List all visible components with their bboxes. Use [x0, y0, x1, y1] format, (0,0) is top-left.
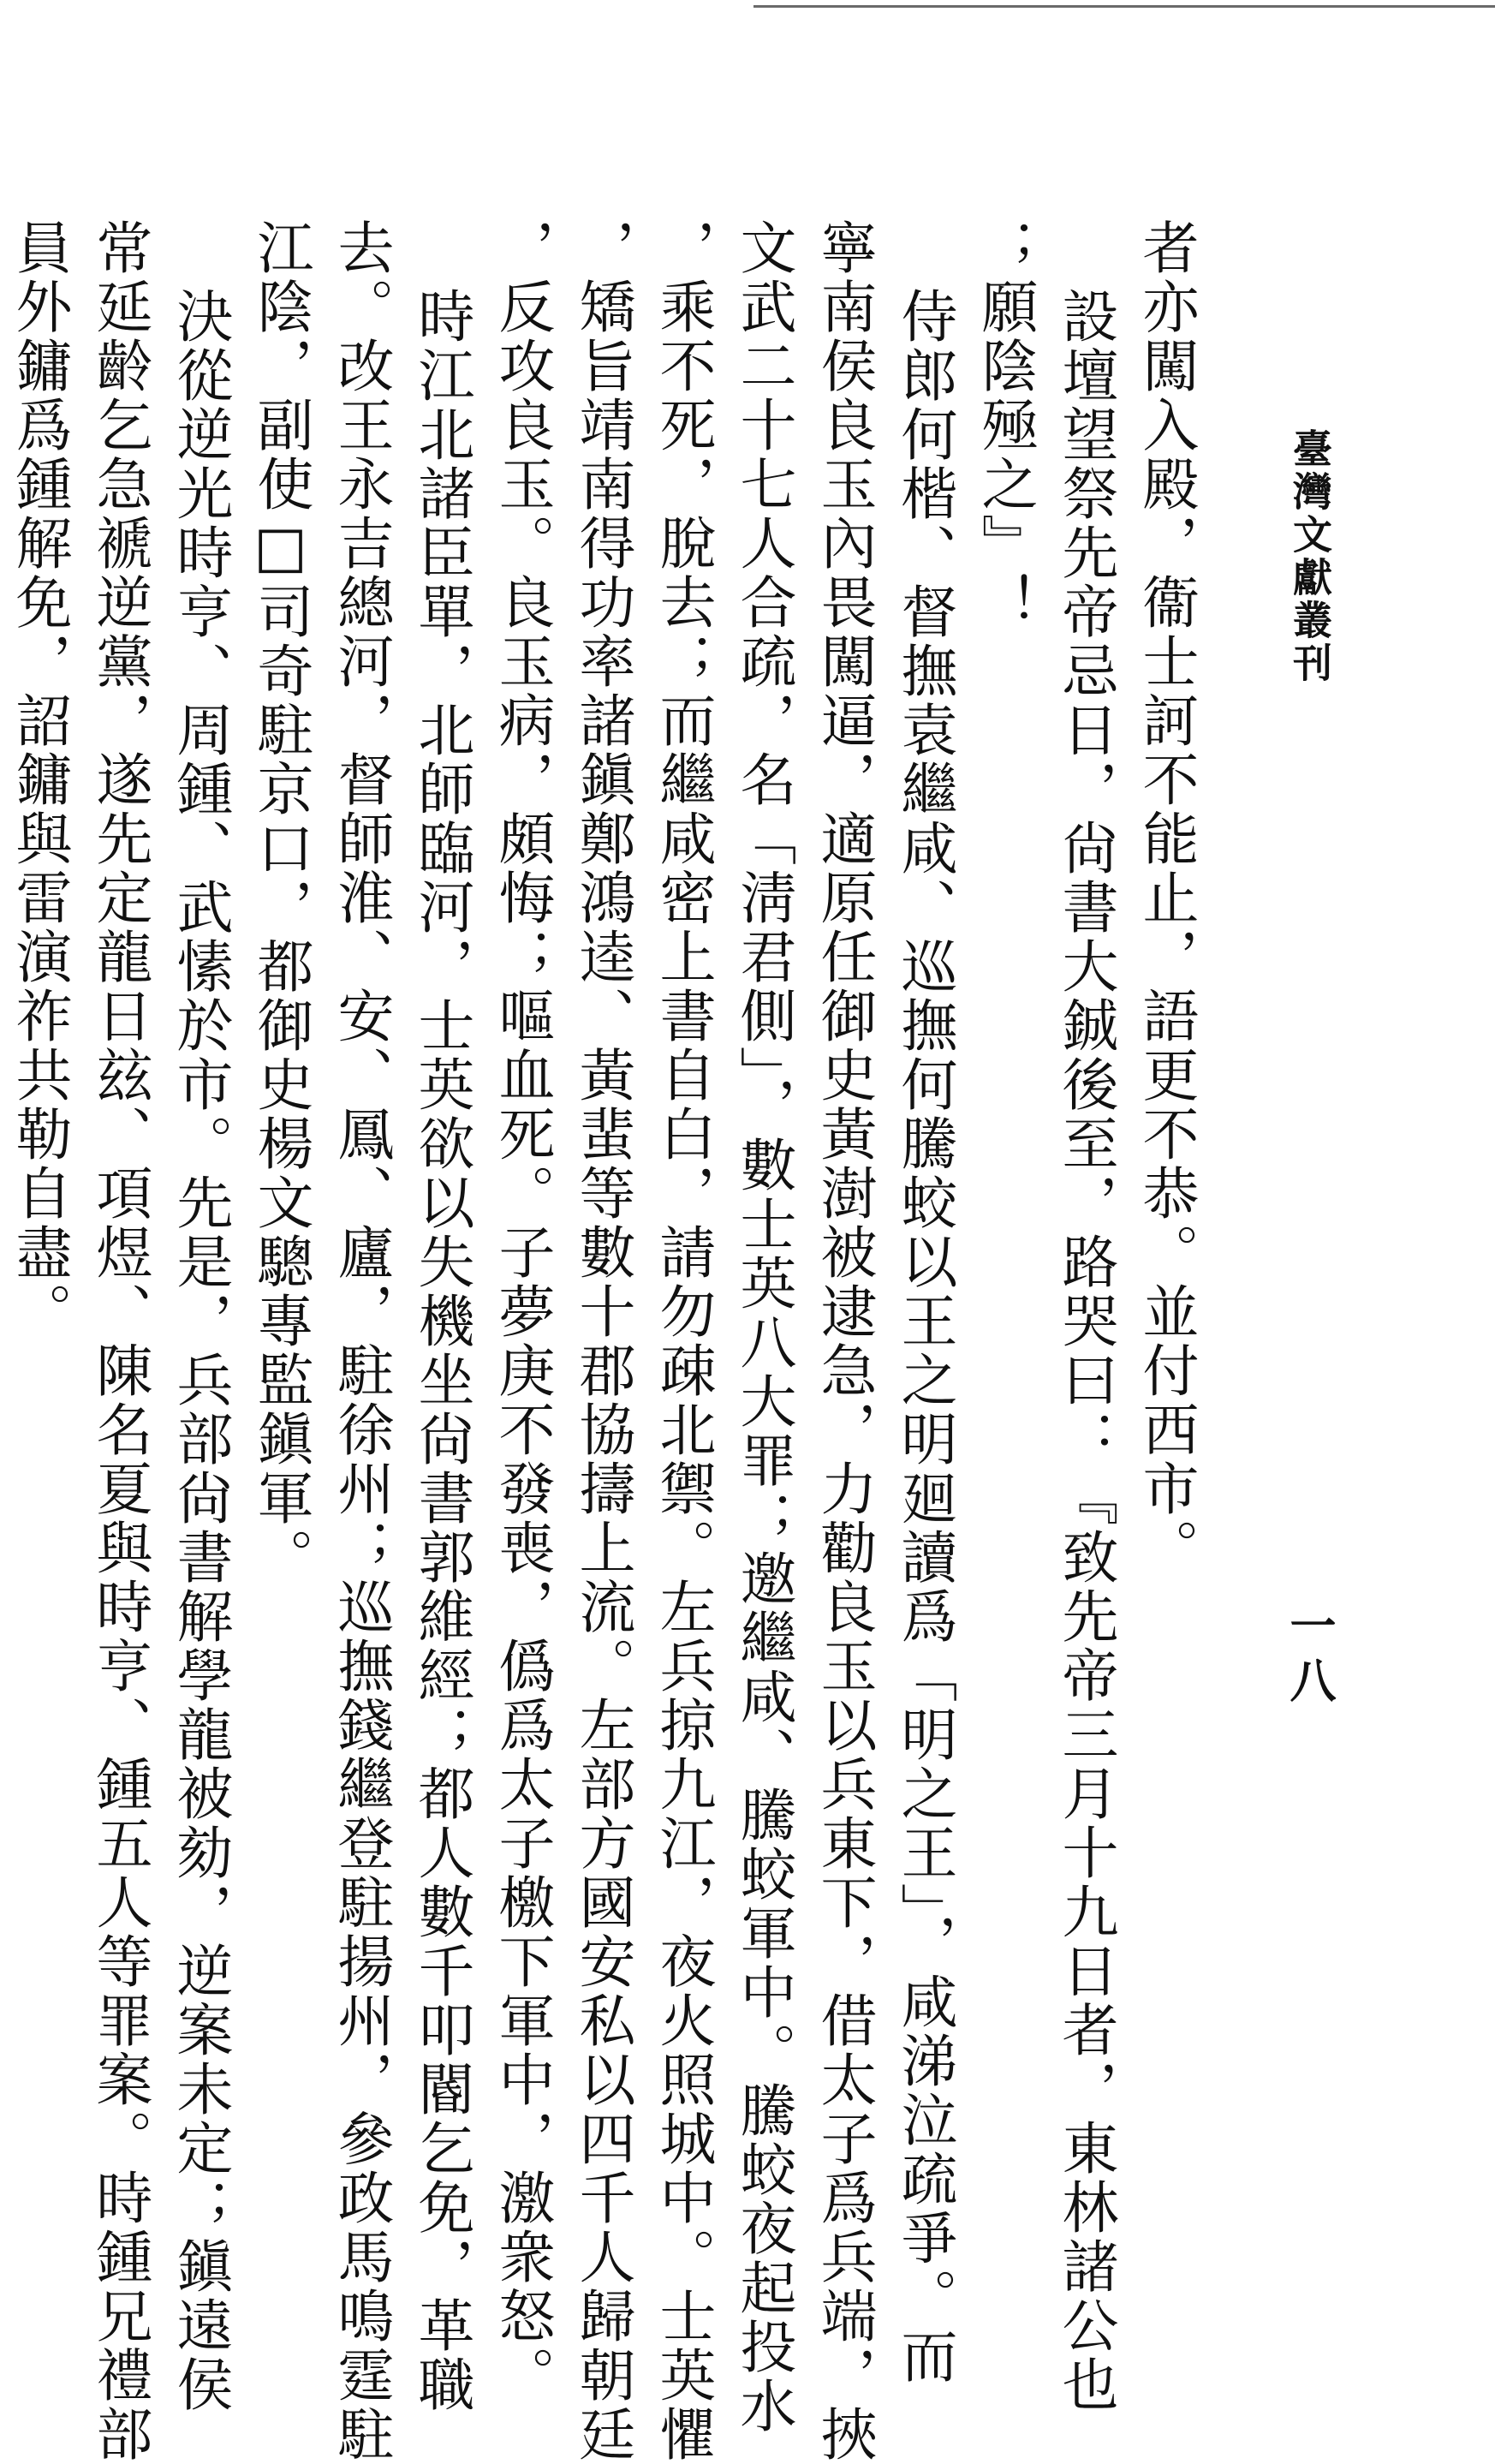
top-rule: [753, 5, 1495, 8]
text-column-9: ，反攻良玉。良玉病，頗悔；嘔血死。子夢庚不發喪，僞爲太子檄下軍中，激衆怒。: [489, 218, 555, 2405]
text-column-3: ；願陰殛之』！: [972, 218, 1038, 632]
page-number: 一八: [1283, 1602, 1337, 1711]
running-header-title: 臺灣文獻叢刊: [1287, 428, 1333, 685]
text-column-10: 時江北諸臣單，北師臨河，士英欲以失機坐尙書郭維經；都人數千叩閽乞免，革職: [408, 287, 474, 2414]
text-column-15: 員外鏞爲鍾解免，詔鏞與雷演祚共勒自盡。: [6, 218, 72, 1341]
text-column-1: 者亦闖入殿，衞士訶不能止，語更不恭。並付西市。: [1133, 218, 1199, 1578]
body-text: [0, 218, 1206, 2464]
text-column-8: ，矯旨靖南得功率諸鎭鄭鴻逵、黃蜚等數十郡協擣上流。左部方國安私以四千人歸朝廷: [569, 218, 635, 2464]
text-column-2: 設壇望祭先帝忌日，尙書大鋮後至，路哭曰：『致先帝三月十九日者，東林諸公也: [1052, 287, 1118, 2414]
text-column-11: 去。改王永吉總河，督師淮、安、鳳、廬，駐徐州；巡撫錢繼登駐揚州，參政馬鳴霆駐: [328, 218, 394, 2464]
text-column-7: ，乘不死，脫去；而繼咸密上書自白，請勿疎北禦。左兵掠九江，夜火照城中。士英懼: [650, 218, 716, 2464]
text-column-4: 侍郎何楷、督撫袁繼咸、巡撫何騰蛟以王之明廻讀爲「明之王」，咸涕泣疏爭。而: [891, 287, 957, 2386]
text-column-12: 江陰，副使□司奇駐京口，都御史楊文驄專監鎭軍。: [247, 218, 313, 1587]
text-column-14: 常延齡乞急褫逆黨，遂先定龍日玆、項煜、陳名夏與時亨、鍾五人等罪案。時鍾兄禮部: [86, 218, 152, 2464]
text-column-5: 寧南侯良玉內畏闖逼，適原任御史黃澍被逮急，力勸良玉以兵東下，借太子爲兵端，挾: [811, 218, 877, 2464]
text-column-13: 決從逆光時亨、周鍾、武愫於市。先是，兵部尙書解學龍被劾，逆案未定；鎭遠侯: [167, 287, 233, 2414]
text-column-6: 文武二十七人合疏，名「淸君側」，數士英八大罪；邀繼咸、騰蛟軍中。騰蛟夜起投水: [730, 218, 796, 2436]
